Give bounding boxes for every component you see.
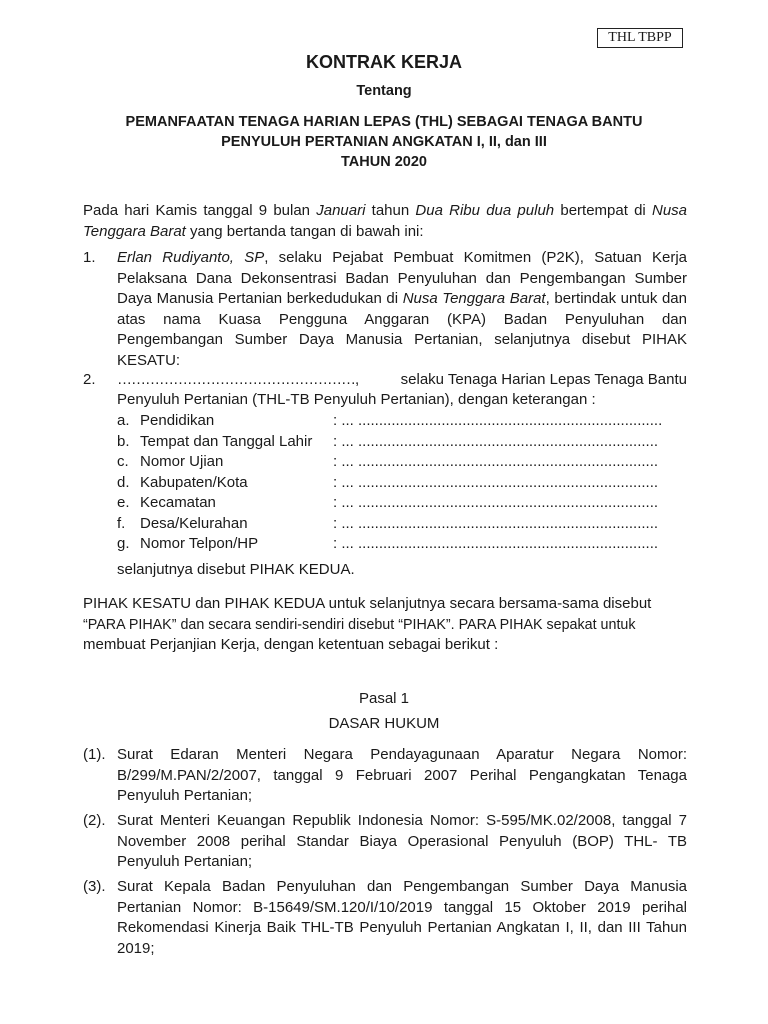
- field-row: [117, 452, 687, 473]
- agreement-line-2: “PARA PIHAK” dan secara sendiri-sendiri disebut “PIHAK”. PARA PIHAK sepakat untuk: [83, 616, 636, 633]
- heading-line-2: PENYULUH PERTANIAN ANGKATAN I, II, dan III: [221, 134, 547, 150]
- party1-number: 1.: [83, 249, 96, 266]
- intro-paragraph: [83, 201, 687, 242]
- document-subtitle: Tentang: [356, 83, 412, 99]
- legal-item-text: Surat Menteri Keuangan Republik Indonesia Nomor: S-595/MK.02/2008, tanggal 7 November 2008 perihal Standar Biaya Operasional Penyuluh (BOP) THL- TB Penyuluh Pertanian;: [117, 812, 687, 870]
- agreement-line-3: membuat Perjanjian Kerja, dengan ketentuan sebagai berikut :: [83, 636, 499, 653]
- field-letter: c.: [117, 453, 129, 470]
- field-row: [117, 493, 687, 514]
- intro-text: tahun: [365, 202, 416, 219]
- legal-item-number: (3).: [83, 878, 106, 895]
- party2-number: 2.: [83, 371, 96, 388]
- field-label: Kabupaten/Kota: [140, 473, 248, 491]
- field-value: : ... ........................................................................: [333, 432, 659, 450]
- field-letter: a.: [117, 412, 130, 429]
- heading-line-3: TAHUN 2020: [341, 154, 427, 170]
- legal-item-text: Surat Edaran Menteri Negara Pendayagunaan Aparatur Negara Nomor: B/299/M.PAN/2/2007, tanggal 9 Februari 2007 Perihal Pengangkatan Tenaga Penyuluh Pertanian;: [117, 746, 687, 804]
- field-letter: d.: [117, 473, 130, 491]
- agreement-line-1: [83, 594, 687, 615]
- field-row: [117, 514, 687, 535]
- party2-line1: [117, 370, 687, 391]
- field-row: [117, 411, 687, 432]
- field-value: : ... ........................................................................: [333, 494, 659, 511]
- party1-text: , bertindak untuk dan atas nama Kuasa Pengguna Anggaran (KPA) Badan Penyuluhan dan Pengembangan Sumber Daya Manusia Pertanian, selanjutnya disebut PIHAK KESATU:: [117, 290, 687, 369]
- party2-fields: [117, 411, 687, 555]
- party2-line2: Penyuluh Pertanian (THL-TB Penyuluh Pertanian), dengan keterangan :: [117, 391, 596, 408]
- pasal-number: Pasal 1: [358, 690, 410, 707]
- field-value: : ... ........................................................................: [333, 453, 659, 470]
- field-value: : ... ........................................................................: [333, 514, 659, 532]
- field-label: Nomor Telpon/HP: [140, 535, 259, 552]
- intro-month: Januari: [316, 202, 366, 219]
- field-row: [117, 473, 687, 494]
- legal-item-number: (1).: [83, 746, 106, 763]
- field-label: Tempat dan Tanggal Lahir: [140, 432, 313, 450]
- agreement-paragraph: [83, 594, 687, 656]
- field-row: [117, 534, 687, 555]
- field-label: Kecamatan: [140, 494, 216, 511]
- agreement-text: PIHAK KESATU dan PIHAK KEDUA untuk selanjutnya secara bersama-sama disebut: [83, 595, 652, 612]
- heading-line-1: PEMANFAATAN TENAGA HARIAN LEPAS (THL) SEBAGAI TENAGA BANTU: [125, 114, 643, 130]
- party1-text: , selaku Pejabat Pembuat Komitmen (P2K), Satuan Kerja Pelaksana Dana Dekonsentrasi Badan Penyuluhan dan Pengembangan Sumber Daya Manusia Pertanian berkedudukan di: [117, 249, 687, 307]
- field-letter: e.: [117, 494, 130, 511]
- document-title: KONTRAK KERJA: [305, 52, 462, 72]
- legal-item-text: Surat Kepala Badan Penyuluhan dan Pengembangan Sumber Daya Manusia Pertanian Nomor: B-15649/SM.120/I/10/2019 tanggal 15 Oktober 2019 perihal Rekomendasi Kinerja Baik THL-TB Penyuluh Pertanian Angkatan I, II, dan III Tahun 2019;: [117, 878, 687, 957]
- field-letter: f.: [117, 514, 126, 532]
- intro-text: Pada hari Kamis tanggal 9 bulan: [83, 202, 317, 219]
- field-letter: b.: [117, 432, 130, 450]
- document-tag: THL TBPP: [597, 28, 683, 48]
- intro-place: Nusa Tenggara Barat: [83, 202, 688, 240]
- field-label: Desa/Kelurahan: [140, 514, 248, 532]
- party2-role: selaku Tenaga Harian Lepas Tenaga Bantu: [400, 371, 687, 388]
- party1-place: Nusa Tenggara Barat: [402, 290, 546, 307]
- field-letter: g.: [117, 535, 130, 552]
- party2-closing: selanjutnya disebut PIHAK KEDUA.: [117, 561, 355, 578]
- legal-item-number: (2).: [83, 812, 106, 829]
- field-value: : ... ........................................................................: [333, 535, 659, 552]
- party2-name-placeholder: ……………………………………………,: [117, 371, 359, 388]
- field-value: : ... ........................................................................: [333, 473, 659, 491]
- intro-text: yang bertanda tangan di bawah ini:: [185, 222, 424, 240]
- pasal-title: DASAR HUKUM: [328, 715, 440, 732]
- field-label: Pendidikan: [140, 412, 215, 429]
- intro-text: bertempat di: [554, 202, 652, 219]
- party1-paragraph: [117, 248, 687, 371]
- field-row: [117, 432, 687, 453]
- field-label: Nomor Ujian: [140, 453, 224, 470]
- field-value: : ... .........................................................................: [333, 412, 663, 429]
- intro-year: Dua Ribu dua puluh: [415, 202, 555, 219]
- party1-name: Erlan Rudiyanto, SP: [117, 249, 265, 266]
